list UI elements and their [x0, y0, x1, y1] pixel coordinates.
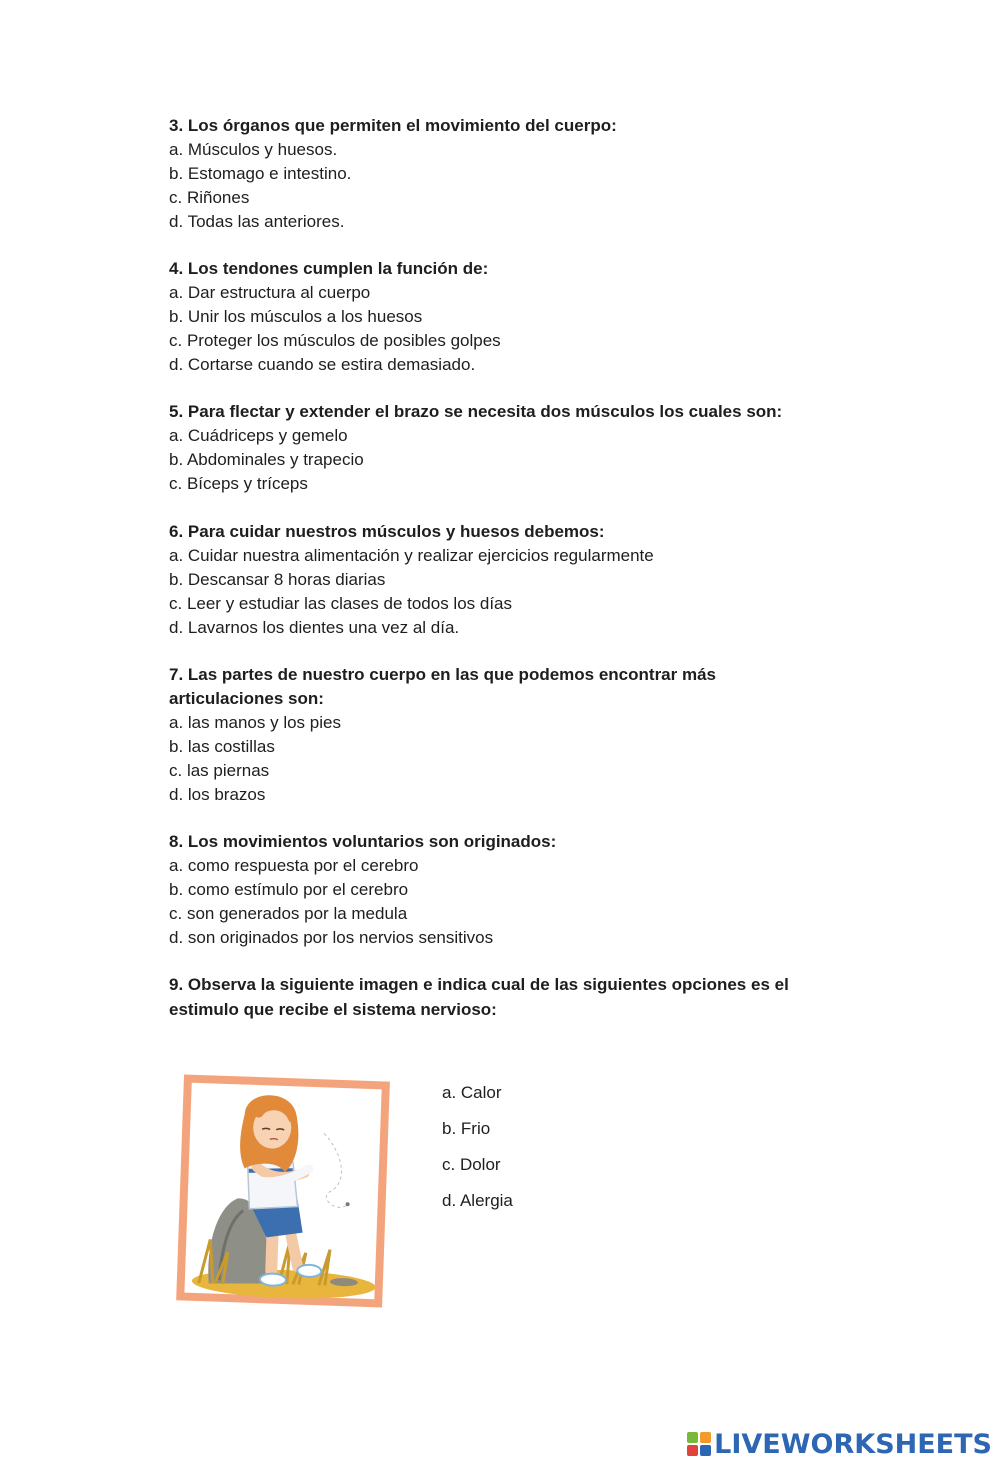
option[interactable]: c. Bíceps y tríceps — [169, 474, 308, 493]
question-title: 6. Para cuidar nuestros músculos y huesos debemos: — [169, 522, 605, 541]
question-title: 3. Los órganos que permiten el movimiento del cuerpo: — [169, 116, 617, 135]
option[interactable]: a. las manos y los pies — [169, 713, 341, 732]
question-title: 5. Para flectar y extender el brazo se necesita dos músculos los cuales son: — [169, 402, 783, 421]
option[interactable]: c. Dolor — [442, 1155, 501, 1174]
option[interactable]: b. Unir los músculos a los huesos — [169, 307, 423, 326]
option[interactable]: a. Músculos y huesos. — [169, 140, 338, 159]
option[interactable]: d. Todas las anteriores. — [169, 212, 345, 231]
option[interactable]: b. Abdominales y trapecio — [169, 450, 364, 469]
option[interactable]: d. son originados por los nervios sensitivos — [169, 928, 494, 947]
option[interactable]: d. Alergia — [442, 1191, 513, 1210]
option[interactable]: a. como respuesta por el cerebro — [169, 856, 419, 875]
question-title-cont: estimulo que recibe el sistema nervioso: — [169, 1000, 497, 1019]
girl-scratching-arm-illustration — [172, 1072, 397, 1312]
question-3 — [169, 114, 869, 234]
option[interactable]: a. Dar estructura al cuerpo — [169, 283, 371, 302]
question-5 — [169, 400, 869, 496]
option[interactable]: b. Estomago e intestino. — [169, 164, 352, 183]
question-title-cont: articulaciones son: — [169, 689, 324, 708]
option[interactable]: c. Leer y estudiar las clases de todos los días — [169, 594, 513, 613]
option[interactable]: b. Frio — [442, 1119, 491, 1138]
question-title: 7. Las partes de nuestro cuerpo en las que podemos encontrar más — [169, 665, 716, 684]
question-title: 4. Los tendones cumplen la función de: — [169, 259, 489, 278]
option[interactable]: c. las piernas — [169, 761, 270, 780]
question-4 — [169, 257, 869, 377]
option[interactable]: a. Cuidar nuestra alimentación y realizar ejercicios regularmente — [169, 546, 654, 565]
question-title: 8. Los movimientos voluntarios son originados: — [169, 832, 557, 851]
liveworksheets-logo — [687, 1426, 992, 1462]
option[interactable]: d. Cortarse cuando se estira demasiado. — [169, 355, 476, 374]
option[interactable]: a. Calor — [442, 1083, 502, 1102]
option[interactable]: c. Riñones — [169, 188, 250, 207]
option[interactable]: b. Descansar 8 horas diarias — [169, 570, 386, 589]
option[interactable]: a. Cuádriceps y gemelo — [169, 426, 348, 445]
question-title: 9. Observa la siguiente imagen e indica cual de las siguientes opciones es el — [169, 975, 789, 994]
option[interactable]: d. los brazos — [169, 785, 266, 804]
option[interactable]: c. son generados por la medula — [169, 904, 408, 923]
question-7 — [169, 663, 869, 807]
option[interactable]: b. como estímulo por el cerebro — [169, 880, 409, 899]
option[interactable]: c. Proteger los músculos de posibles golpes — [169, 331, 501, 350]
logo-blocks-icon — [687, 1432, 711, 1456]
question-9-options — [442, 1075, 642, 1219]
question-9 — [169, 972, 859, 1022]
question-6 — [169, 520, 869, 640]
brand-name: LIVEWORKSHEETS — [714, 1428, 992, 1460]
question-8 — [169, 830, 869, 950]
option[interactable]: d. Lavarnos los dientes una vez al día. — [169, 618, 460, 637]
option[interactable]: b. las costillas — [169, 737, 275, 756]
